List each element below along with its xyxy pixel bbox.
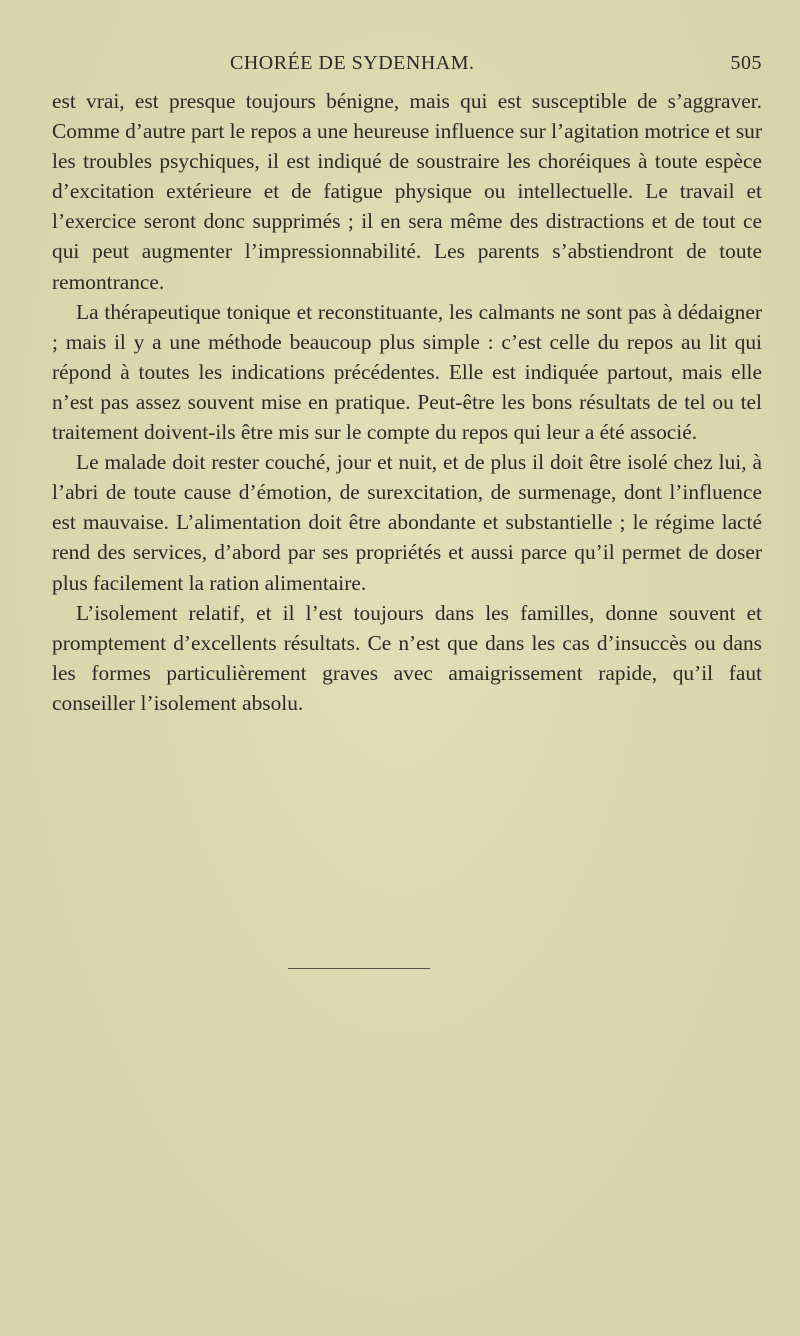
- body-text: [52, 86, 762, 718]
- paragraph-continued: est vrai, est presque toujours bénigne, mais qui est susceptible de s’aggraver. Comme d’autre part le repos a une heureuse influence sur l’agitation motrice et sur les troubles psychiques, il est indiqué de soustraire les choréiques à toute espèce d’excitation extérieure et de fatigue physique ou intellectuelle. Le travail et l’exercice seront donc supprimés ; il en sera même des distractions et de tout ce qui peut augmenter l’impressionnabilité. Les parents s’abstiendront de toute remontrance.: [52, 89, 762, 294]
- page-number: 505: [730, 52, 762, 74]
- paragraph-malade: Le malade doit rester couché, jour et nuit, et de plus il doit être isolé chez lui, à l’abri de toute cause d’émotion, de surexcitation, de surmenage, dont l’influence est mauvaise. L’alimentation doit être abondante et substantielle ; le régime lacté rend des services, d’abord par ses propriétés et aussi parce qu’il permet de doser plus facilement la ration alimentaire.: [52, 450, 762, 595]
- running-head: [52, 52, 762, 78]
- end-rule: [288, 968, 430, 969]
- paragraph-isolement: L’isolement relatif, et il l’est toujours dans les familles, donne souvent et promptement d’excellents résultats. Ce n’est que dans les cas d’insuccès ou dans les formes particulièrement graves avec amaigrissement rapide, qu’il faut conseiller l’isolement absolu.: [52, 600, 762, 715]
- paragraph-therapeutique: La thérapeutique tonique et reconstituante, les calmants ne sont pas à dédaigner ; mais il y a une méthode beaucoup plus simple : c’est celle du repos au lit qui répond à toutes les indications précédentes. Elle est indiquée partout, mais elle n’est pas assez souvent mise en pratique. Peut-être les bons résultats de tel ou tel traitement doivent-ils être mis sur le compte du repos qui leur a été associé.: [52, 299, 762, 445]
- running-title: CHORÉE DE SYDENHAM.: [230, 52, 475, 74]
